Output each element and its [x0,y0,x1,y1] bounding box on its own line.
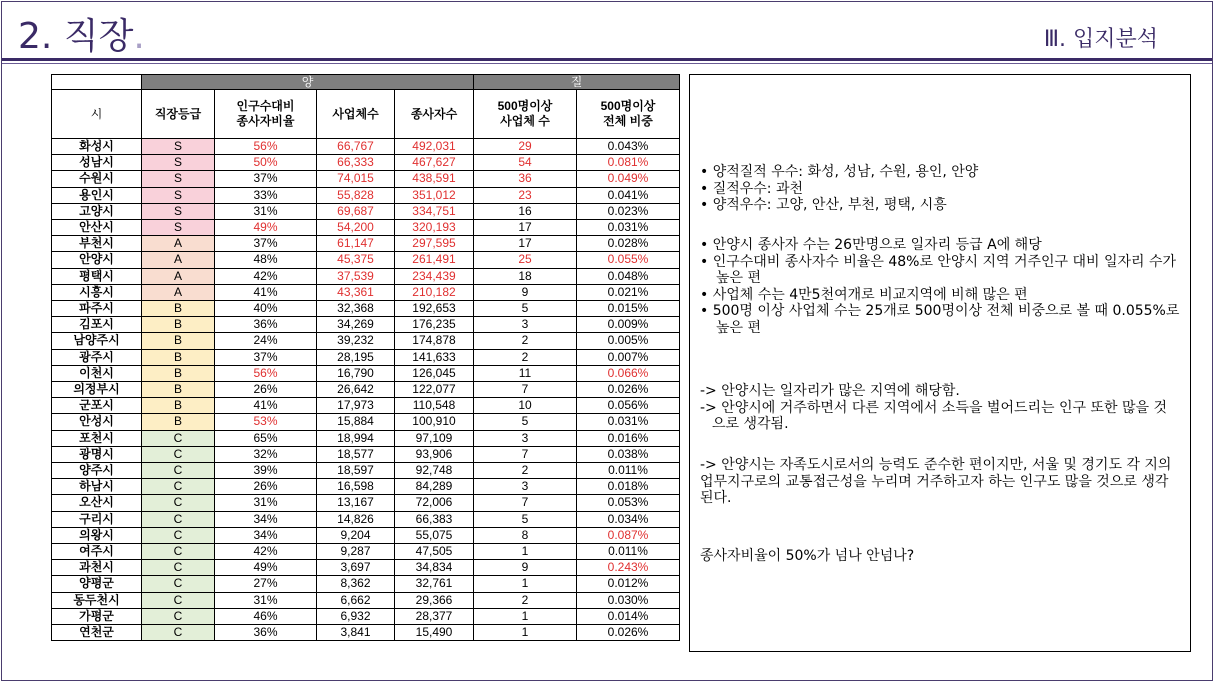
table-cell-grade: S [142,171,215,187]
table-cell-share: 0.053% [577,495,680,511]
table-cell-city: 연천군 [52,625,142,641]
table-cell-emp: 234,439 [395,268,474,284]
table-cell-city: 가평군 [52,608,142,624]
table-cell-biz: 6,662 [317,592,395,608]
table-cell-big: 17 [474,236,577,252]
notes-question: 종사자비율이 50%가 넘나 안넘나? [700,548,915,564]
table-row [52,236,680,252]
table-cell-ratio: 36% [215,317,317,333]
table-row [52,576,680,592]
table-row [52,463,680,479]
table-cell-share: 0.018% [577,479,680,495]
table-cell-biz: 34,269 [317,317,395,333]
table-cell-biz: 8,362 [317,576,395,592]
table-cell-grade: C [142,430,215,446]
table-cell-ratio: 24% [215,333,317,349]
table-cell-share: 0.049% [577,171,680,187]
column-header: 종사자수 [395,90,474,139]
table-cell-share: 0.015% [577,301,680,317]
table-cell-emp: 15,490 [395,625,474,641]
table-cell-ratio: 37% [215,236,317,252]
table-cell-biz: 18,597 [317,463,395,479]
table-row [52,333,680,349]
table-cell-grade: B [142,349,215,365]
header-rule [2,58,1212,61]
table-cell-ratio: 53% [215,414,317,430]
table-cell-ratio: 56% [215,365,317,381]
table-cell-share: 0.021% [577,284,680,300]
table-row [52,608,680,624]
table-cell-biz: 26,642 [317,382,395,398]
table-cell-ratio: 34% [215,527,317,543]
table-cell-city: 구리시 [52,511,142,527]
table-cell-emp: 192,653 [395,301,474,317]
table-row [52,301,680,317]
table-cell-big: 8 [474,527,577,543]
table-cell-share: 0.016% [577,430,680,446]
table-cell-emp: 84,289 [395,479,474,495]
table-cell-emp: 122,077 [395,382,474,398]
column-header: 사업체수 [317,90,395,139]
table-cell-big: 1 [474,608,577,624]
table-cell-biz: 9,287 [317,544,395,560]
table-cell-biz: 13,167 [317,495,395,511]
group-header-row [52,75,680,90]
table-cell-share: 0.055% [577,252,680,268]
table-cell-city: 평택시 [52,268,142,284]
table-cell-share: 0.014% [577,608,680,624]
table-cell-share: 0.009% [577,317,680,333]
table-cell-emp: 492,031 [395,139,474,155]
table-cell-emp: 126,045 [395,365,474,381]
table-cell-city: 수원시 [52,171,142,187]
table-cell-ratio: 31% [215,592,317,608]
table-cell-big: 18 [474,268,577,284]
table-cell-grade: S [142,187,215,203]
table-cell-ratio: 49% [215,220,317,236]
table-cell-big: 2 [474,349,577,365]
table-row [52,252,680,268]
table-cell-city: 양평군 [52,576,142,592]
table-cell-ratio: 46% [215,608,317,624]
table-row [52,414,680,430]
table-cell-city: 성남시 [52,155,142,171]
table-cell-emp: 97,109 [395,430,474,446]
table-cell-emp: 297,595 [395,236,474,252]
table-cell-grade: A [142,268,215,284]
table-row [52,495,680,511]
table-cell-city: 의정부시 [52,382,142,398]
table-cell-ratio: 40% [215,301,317,317]
table-row [52,527,680,543]
table-cell-grade: B [142,333,215,349]
table-cell-biz: 3,697 [317,560,395,576]
table-cell-emp: 110,548 [395,398,474,414]
column-header: 시 [52,90,142,139]
table-cell-emp: 93,906 [395,446,474,462]
note-line: -> 안양시는 일자리가 많은 지역에 해당함. [700,383,960,399]
table-cell-emp: 438,591 [395,171,474,187]
table-cell-biz: 18,994 [317,430,395,446]
table-cell-share: 0.043% [577,139,680,155]
table-cell-big: 7 [474,446,577,462]
note-line: • 500명 이상 사업체 수는 25개로 500명이상 전체 비중으로 볼 때 0.055%로 높은 편 [700,303,1180,336]
table-cell-emp: 47,505 [395,544,474,560]
table-cell-city: 용인시 [52,187,142,203]
table-cell-city: 오산시 [52,495,142,511]
table-cell-big: 9 [474,284,577,300]
table-cell-emp: 100,910 [395,414,474,430]
column-header-row [52,90,680,139]
table-cell-ratio: 26% [215,479,317,495]
table-cell-biz: 43,361 [317,284,395,300]
table-cell-grade: C [142,544,215,560]
page-title: 2. 직장. [18,16,145,57]
table-cell-biz: 16,790 [317,365,395,381]
table-row [52,560,680,576]
table-cell-emp: 55,075 [395,527,474,543]
table-cell-emp: 174,878 [395,333,474,349]
table-cell-ratio: 42% [215,544,317,560]
group-header-quantity: 양 [142,75,474,90]
table-cell-share: 0.066% [577,365,680,381]
table-cell-biz: 55,828 [317,187,395,203]
table-cell-biz: 45,375 [317,252,395,268]
table-row [52,365,680,381]
table-cell-city: 시흥시 [52,284,142,300]
table-cell-grade: S [142,139,215,155]
table-cell-biz: 17,973 [317,398,395,414]
table-cell-share: 0.041% [577,187,680,203]
note-line: • 인구수대비 종사자수 비율은 48%로 안양시 지역 거주인구 대비 일자리 수가 높은 편 [700,253,1177,286]
table-cell-city: 안성시 [52,414,142,430]
table-cell-grade: S [142,203,215,219]
table-cell-ratio: 41% [215,284,317,300]
table-row [52,446,680,462]
table-cell-biz: 28,195 [317,349,395,365]
table-row [52,398,680,414]
blank-header-cell [52,75,142,90]
table-cell-emp: 176,235 [395,317,474,333]
table-cell-share: 0.056% [577,398,680,414]
column-header: 직장등급 [142,90,215,139]
table-cell-grade: B [142,365,215,381]
analysis-notes-panel [689,74,1191,652]
table-cell-share: 0.031% [577,220,680,236]
note-line: • 양적질적 우수: 화성, 성남, 수원, 용인, 안양 [700,164,979,180]
table-cell-grade: B [142,398,215,414]
table-row [52,625,680,641]
table-row [52,155,680,171]
table-cell-grade: A [142,284,215,300]
note-line: -> 안양시에 거주하면서 다른 지역에서 소득을 벌어드리는 인구 또한 많을 것으로 생각됨. [700,399,1168,432]
table-cell-emp: 32,761 [395,576,474,592]
table-cell-grade: S [142,220,215,236]
column-header: 500명이상 전체 비중 [577,90,680,139]
note-line: • 양적우수: 고양, 안산, 부천, 평택, 시흥 [700,197,947,213]
table-cell-emp: 141,633 [395,349,474,365]
table-cell-grade: A [142,252,215,268]
table-row [52,544,680,560]
table-cell-biz: 14,826 [317,511,395,527]
table-cell-big: 5 [474,301,577,317]
table-cell-city: 광주시 [52,349,142,365]
table-cell-biz: 16,598 [317,479,395,495]
table-cell-big: 16 [474,203,577,219]
table-cell-big: 11 [474,365,577,381]
table-cell-share: 0.031% [577,414,680,430]
table-cell-ratio: 26% [215,382,317,398]
table-cell-emp: 261,491 [395,252,474,268]
table-cell-grade: C [142,625,215,641]
table-cell-grade: C [142,511,215,527]
table-cell-share: 0.012% [577,576,680,592]
table-cell-emp: 320,193 [395,220,474,236]
table-cell-grade: B [142,317,215,333]
table-cell-ratio: 48% [215,252,317,268]
table-cell-emp: 351,012 [395,187,474,203]
table-cell-city: 파주시 [52,301,142,317]
table-cell-ratio: 36% [215,625,317,641]
header-rule-thin [2,63,1212,64]
table-cell-big: 17 [474,220,577,236]
table-cell-biz: 69,687 [317,203,395,219]
table-cell-ratio: 32% [215,446,317,462]
table-cell-grade: C [142,479,215,495]
table-cell-ratio: 39% [215,463,317,479]
table-cell-biz: 9,204 [317,527,395,543]
table-cell-share: 0.005% [577,333,680,349]
table-cell-share: 0.030% [577,592,680,608]
table-cell-big: 36 [474,171,577,187]
table-cell-city: 화성시 [52,139,142,155]
table-row [52,511,680,527]
table-cell-emp: 28,377 [395,608,474,624]
table-cell-city: 군포시 [52,398,142,414]
table-cell-share: 0.048% [577,268,680,284]
notes-group-conclusion [700,383,1180,433]
table-cell-ratio: 50% [215,155,317,171]
table-row [52,139,680,155]
table-row [52,268,680,284]
table-cell-emp: 66,383 [395,511,474,527]
table-row [52,187,680,203]
table-cell-emp: 29,366 [395,592,474,608]
table-cell-biz: 74,015 [317,171,395,187]
note-line: • 사업체 수는 4만5천여개로 비교지역에 비해 많은 편 [700,286,1028,303]
table-cell-big: 3 [474,479,577,495]
table-cell-big: 1 [474,576,577,592]
table-cell-share: 0.081% [577,155,680,171]
table-cell-share: 0.026% [577,382,680,398]
table-cell-big: 5 [474,414,577,430]
table-cell-ratio: 56% [215,139,317,155]
table-cell-grade: S [142,155,215,171]
table-cell-emp: 92,748 [395,463,474,479]
table-cell-share: 0.243% [577,560,680,576]
table-cell-city: 포천시 [52,430,142,446]
table-cell-big: 1 [474,544,577,560]
table-cell-grade: C [142,446,215,462]
table-row [52,317,680,333]
table-cell-grade: C [142,592,215,608]
table-cell-big: 1 [474,625,577,641]
notes-paragraph: -> 안양시는 자족도시로서의 능력도 준수한 편이지만, 서울 및 경기도 각 지의 업무지구로의 교통접근성을 누리며 거주하고자 하는 인구도 많을 것으로 생각된다. [700,457,1172,506]
table-row [52,430,680,446]
table-cell-biz: 66,767 [317,139,395,155]
table-cell-share: 0.038% [577,446,680,462]
table-cell-grade: B [142,301,215,317]
table-cell-ratio: 37% [215,349,317,365]
table-cell-biz: 61,147 [317,236,395,252]
table-cell-emp: 334,751 [395,203,474,219]
table-row [52,220,680,236]
table-cell-grade: B [142,382,215,398]
table-cell-ratio: 37% [215,171,317,187]
table-cell-grade: C [142,495,215,511]
table-cell-big: 29 [474,139,577,155]
table-cell-ratio: 27% [215,576,317,592]
table-cell-city: 여주시 [52,544,142,560]
table-cell-grade: A [142,236,215,252]
table-cell-share: 0.011% [577,544,680,560]
table-row [52,284,680,300]
group-header-quality: 질 [474,75,680,90]
table-cell-share: 0.023% [577,203,680,219]
table-row [52,592,680,608]
table-cell-city: 이천시 [52,365,142,381]
table-row [52,203,680,219]
table-cell-biz: 15,884 [317,414,395,430]
table-cell-ratio: 34% [215,511,317,527]
table-cell-city: 동두천시 [52,592,142,608]
table-cell-big: 10 [474,398,577,414]
table-cell-biz: 39,232 [317,333,395,349]
table-row [52,382,680,398]
table-cell-biz: 37,539 [317,268,395,284]
table-cell-ratio: 31% [215,203,317,219]
table-cell-ratio: 49% [215,560,317,576]
table-cell-big: 3 [474,317,577,333]
table-body [52,139,680,641]
table-cell-big: 2 [474,463,577,479]
table-cell-share: 0.007% [577,349,680,365]
table-cell-share: 0.034% [577,511,680,527]
title-dot: . [133,16,145,57]
table-cell-grade: C [142,527,215,543]
table-cell-share: 0.028% [577,236,680,252]
table-cell-biz: 32,368 [317,301,395,317]
note-line: • 안양시 종사자 수는 26만명으로 일자리 등급 A에 해당 [700,237,1042,253]
table-cell-city: 의왕시 [52,527,142,543]
table-cell-big: 2 [474,592,577,608]
table-cell-share: 0.026% [577,625,680,641]
table-cell-emp: 72,006 [395,495,474,511]
table-cell-emp: 34,834 [395,560,474,576]
table-cell-big: 2 [474,333,577,349]
table-cell-grade: C [142,576,215,592]
table-cell-ratio: 65% [215,430,317,446]
table-cell-grade: C [142,608,215,624]
table-cell-emp: 210,182 [395,284,474,300]
job-stats-table [51,74,680,641]
table-cell-city: 김포시 [52,317,142,333]
table-cell-ratio: 42% [215,268,317,284]
note-line: • 질적우수: 과천 [700,180,804,197]
table-cell-city: 하남시 [52,479,142,495]
table-cell-city: 양주시 [52,463,142,479]
section-label: Ⅲ. 입지분석 [1043,27,1158,52]
table-cell-grade: C [142,463,215,479]
table-cell-ratio: 31% [215,495,317,511]
table-cell-big: 3 [474,430,577,446]
column-header: 500명이상 사업체 수 [474,90,577,139]
table-cell-biz: 54,200 [317,220,395,236]
table-cell-big: 54 [474,155,577,171]
table-cell-city: 안산시 [52,220,142,236]
table-row [52,479,680,495]
table-cell-biz: 18,577 [317,446,395,462]
table-cell-grade: C [142,560,215,576]
table-cell-share: 0.087% [577,527,680,543]
table-cell-ratio: 33% [215,187,317,203]
table-cell-share: 0.011% [577,463,680,479]
notes-group-anyang [700,237,1180,336]
table-cell-city: 안양시 [52,252,142,268]
table-cell-biz: 6,932 [317,608,395,624]
table-cell-grade: B [142,414,215,430]
table-cell-big: 25 [474,252,577,268]
notes-group-strengths [700,164,1180,214]
column-header: 인구수대비 종사자비율 [215,90,317,139]
table-row [52,171,680,187]
table-cell-ratio: 41% [215,398,317,414]
table-cell-city: 부천시 [52,236,142,252]
table-cell-big: 23 [474,187,577,203]
table-cell-city: 광명시 [52,446,142,462]
table-cell-big: 9 [474,560,577,576]
table-cell-city: 남양주시 [52,333,142,349]
table-cell-city: 과천시 [52,560,142,576]
table-cell-biz: 3,841 [317,625,395,641]
table-cell-emp: 467,627 [395,155,474,171]
table-cell-big: 7 [474,382,577,398]
table-row [52,349,680,365]
table-cell-biz: 66,333 [317,155,395,171]
table-cell-big: 7 [474,495,577,511]
table-cell-big: 5 [474,511,577,527]
table-cell-city: 고양시 [52,203,142,219]
